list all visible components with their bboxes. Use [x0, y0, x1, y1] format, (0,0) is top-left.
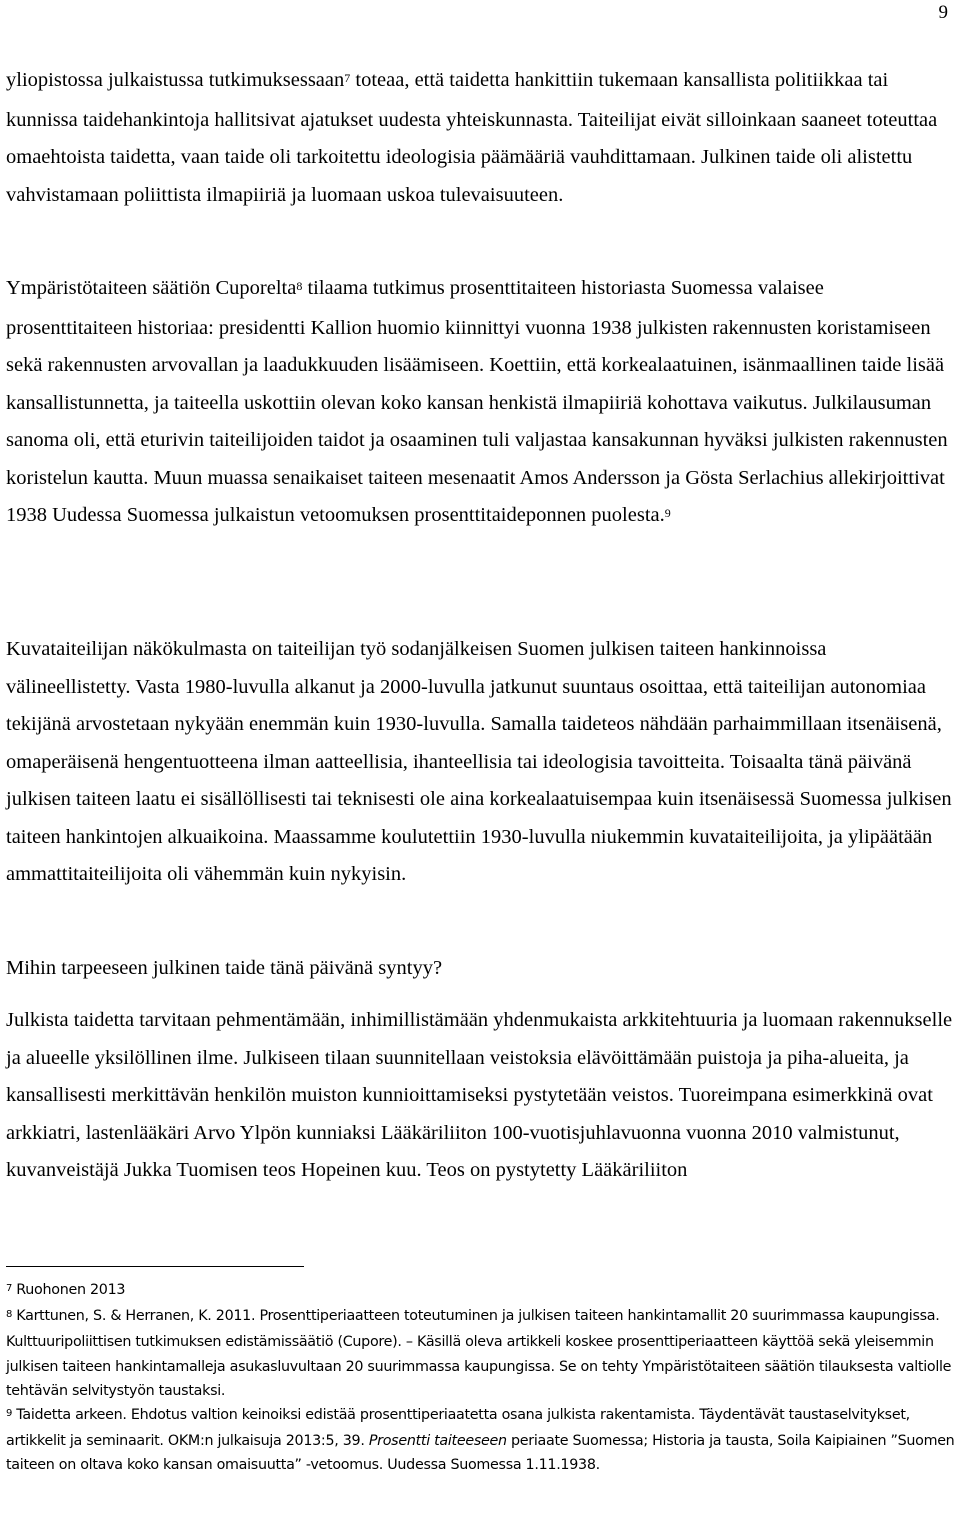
- footnote: [6, 1304, 956, 1403]
- body-paragraph: [6, 270, 954, 537]
- footnote-separator: [6, 1266, 304, 1267]
- footnote-number: 9: [6, 1408, 13, 1420]
- footnote-text: Karttunen, S. & Herranen, K. 2011. Prosenttiperiaatteen toteutuminen ja julkisen taiteen hankintamallit 20 suurimmassa kaupungissa. Kulttuuripoliittisen tutkimuksen edistämissäätiö (Cupore). – Käsillä oleva artikkeli koskee prosenttiperiaatteen käyttöä sekä yleisemmin julkisen taiteen hankintamalleja asukasluvultaan 20 suurimmassa kaupungissa. Se on tehty Ympäristötaiteen säätiön tilauksesta valtiolle tehtävän selvitystyön taustaksi.: [6, 1308, 952, 1399]
- body-paragraph: [6, 631, 954, 894]
- paragraph-text: Kuvataiteilijan näkökulmasta on taiteilijan työ sodanjälkeisen Suomen julkisen taiteen hankinnoissa välineellistetty. Vasta 1980-luvulla alkanut ja 2000-luvulla jatkunut suuntaus osoittaa, että taiteilijan autonomiaa tekijänä arvostetaan nykyään enemmän kuin 1930-luvulla. Samalla taideteos nähdään parhaimmillaan itsenäisenä, omaperäisenä hengentuotteena ilman aatteellisia, ihanteellisia tai ideologisia tavoitteita. Toisaalta tänä päivänä julkisen taiteen laatu ei sisällöllisesti tai teknisesti ole aina korkealaatuisempaa kuin itsenäisessä Suomessa julkisen taiteen hankintojen alkuaikoina. Maassamme koulutettiin 1930-luvulla niukemmin kuvataiteilijoita, ja ylipäätään ammattitaiteilijoita oli vähemmän kuin nykyisin.: [6, 638, 952, 885]
- footnote-text: Taidetta arkeen. Ehdotus valtion keinoiksi edistää prosenttiperiaatetta osana julkista rakentamista. Täydentävät taustaselvitykset, artikkelit ja seminaarit. OKM:n julkaisuja 2013:5, 39.: [6, 1407, 910, 1450]
- paragraph-text: toteaa, että taidetta hankittiin tukemaan kansallista politiikkaa tai kunnissa taidehankintoja hallitsivat ajatukset uudesta yhteiskunnasta. Taiteilijat eivät silloinkaan saaneet toteuttaa omaehtoista taidetta, vaan taide oli tarkoitettu ideologisia päämääriä vauhdittamaan. Julkinen taide oli alistettu vahvistamaan poliittista ilmapiiriä ja luomaan uskoa tulevaisuuteen.: [6, 69, 938, 206]
- footnotes: [6, 1278, 956, 1478]
- paragraph-text: tilaama tutkimus prosenttitaiteen historiasta Suomessa valaisee prosenttitaiteen historiaa: presidentti Kallion huomio kiinnittyi vuonna 1938 julkisten rakennusten koristamiseen sekä rakennusten arvovallan ja laadukkuuden lisäämiseen. Koettiin, että korkealaatuinen, isänmaallinen taide lisää kansallistunnetta, ja taiteella uskottiin olevan koko kansan henkistä ilmapiiriä kohottava vaikutus. Julkilausuman sanoma oli, että eturivin taiteilijoiden taidot ja osaaminen tuli valjastaa kansakunnan hyväksi julkisten rakennusten koristelun kautta. Muun muassa senaikaiset taiteen mesenaatit Amos Andersson ja Gösta Serlachius allekirjoittivat 1938 Uudessa Suomessa julkaistun vetoomuksen prosenttitaideponnen puolesta.: [6, 277, 948, 526]
- footnote-text: periaate Suomessa; Historia ja tausta, Soila Kaipiainen ”Suomen taiteen on oltava koko kansan omaisuutta” -vetoomus. Uudessa Suomessa 1.11.1938.: [6, 1433, 955, 1474]
- footnote-text: Prosentti taiteeseen: [368, 1433, 507, 1450]
- footnote-reference: 8: [296, 279, 303, 293]
- body-paragraph: [6, 62, 954, 214]
- body-paragraph: [6, 1002, 954, 1190]
- footnote-text: Ruohonen 2013: [12, 1282, 126, 1298]
- footnote: [6, 1278, 956, 1304]
- paragraph-text: Mihin tarpeeseen julkinen taide tänä päivänä syntyy?: [6, 957, 443, 979]
- paragraph-text: yliopistossa julkaistussa tutkimuksessaan: [6, 69, 345, 91]
- page-number: 9: [938, 2, 948, 23]
- body-paragraph: [6, 950, 954, 988]
- footnote: [6, 1403, 956, 1478]
- paragraph-text: Ympäristötaiteen säätiön Cuporelta: [6, 277, 297, 299]
- paragraph-text: Julkista taidetta tarvitaan pehmentämään, inhimillistämään yhdenmukaista arkkitehtuuria ja luomaan rakennukselle ja alueelle yksilöllinen ilme. Julkiseen tilaan suunnitellaan veistoksia elävöittämään puistoja ja piha-alueita, ja kansallisesti merkittävän henkilön muiston kunnioittamiseksi pystytetään veistos. Tuoreimpana esimerkkinä ovat arkkiatri, lastenlääkäri Arvo Ylpön kunniaksi Lääkäriliiton 100-vuotisjuhlavuonna vuonna 2010 valmistunut, kuvanveistäjä Jukka Tuomisen teos Hopeinen kuu. Teos on pystytetty Lääkäriliiton: [6, 1009, 953, 1181]
- footnote-number: 7: [6, 1283, 13, 1294]
- footnote-reference: 7: [344, 71, 351, 85]
- footnote-reference: 9: [664, 506, 671, 520]
- footnote-number: 8: [6, 1309, 13, 1321]
